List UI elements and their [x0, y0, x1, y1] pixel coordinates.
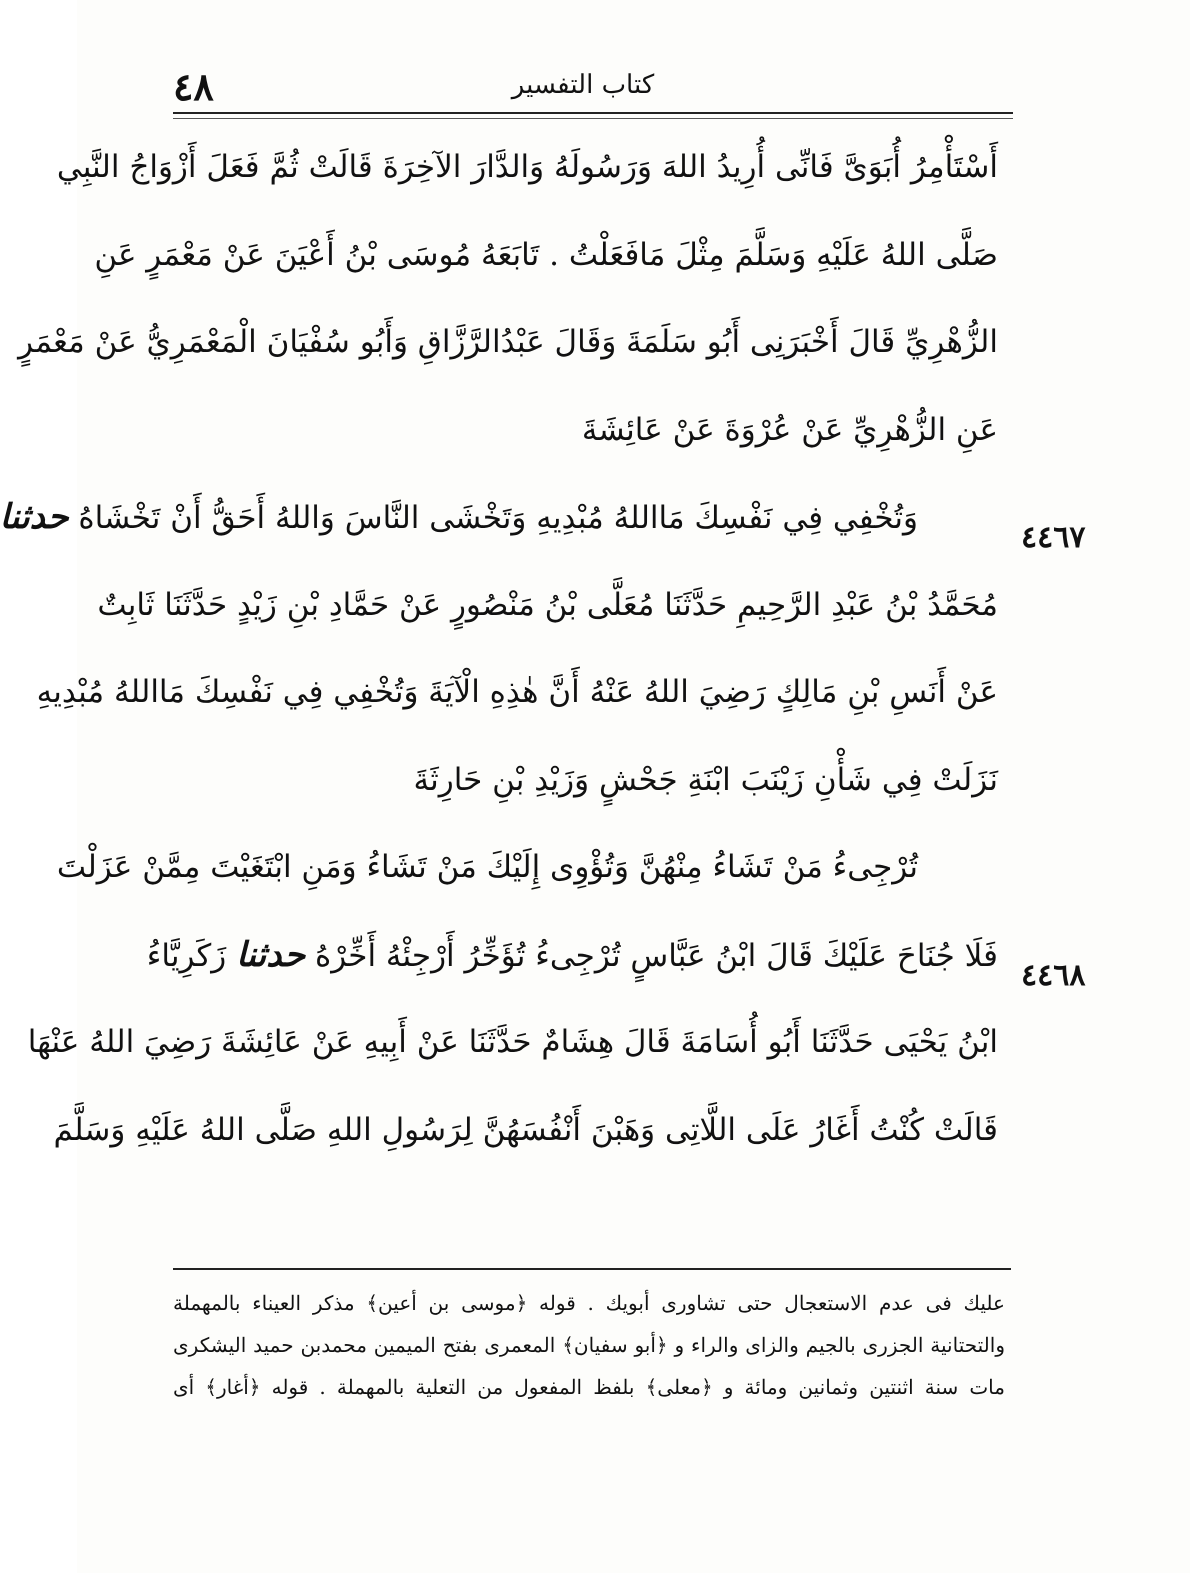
footnote-rule [173, 1268, 1011, 1270]
main-text [0, 124, 998, 1174]
text-line-5 [0, 474, 998, 562]
text-line-4: عَنِ الزُّهْرِيِّ عَنْ عُرْوَةَ عَنْ عَائِشَةَ [581, 411, 998, 448]
text-line-11: ابْنُ يَحْيَى حَدَّثَنَا أَبُو أُسَامَةَ قَالَ هِشَامٌ حَدَّثَنَا عَنْ أَبِيهِ عَنْ عَائِشَةَ رَضِيَ اللهُ عَنْهَا [27, 1024, 998, 1060]
text-line-7: عَنْ أَنَسِ بْنِ مَالِكٍ رَضِيَ اللهُ عَنْهُ أَنَّ هٰذِهِ الْآيَةَ وَتُخْفِي فِي نَفْسِكَ مَااللهُ مُبْدِيهِ [36, 674, 998, 710]
hadith-number-4467: ٤٤٦٧ [1021, 520, 1086, 555]
footnote-line-2: والتحتانية الجزرى بالجيم والزاى والراء و ﴿أبو سفيان﴾ المعمرى بفتح الميمين محمدبن حميد اليشكرى [173, 1333, 1005, 1357]
running-title: كتاب التفسير [511, 70, 655, 100]
haddathana-marker: حدثنا [236, 934, 306, 975]
text-line-2: صَلَّى اللهُ عَلَيْهِ وَسَلَّمَ مِثْلَ مَافَعَلْتُ . تَابَعَهُ مُوسَى بْنُ أَعْيَنَ عَنْ مَعْمَرٍ عَنِ [94, 236, 998, 273]
text-line-3: الزُّهْرِيِّ قَالَ أَخْبَرَنِى أَبُو سَلَمَةَ وَقَالَ عَبْدُالرَّزَّاقِ وَأَبُو سُفْيَانَ الْمَعْمَرِيُّ عَنْ مَعْمَرٍ [18, 324, 998, 360]
text-line-8: نَزَلَتْ فِي شَأْنِ زَيْنَبَ ابْنَةِ جَحْشٍ وَزَيْدِ بْنِ حَارِثَةَ [413, 761, 998, 798]
text-line-1: أَسْتَأْمِرُ أُبَوَىَّ فَانِّى أُرِيدُ اللهَ وَرَسُولَهُ وَالدَّارَ الآخِرَةَ قَالَتْ ثُمَّ فَعَلَ أَزْوَاجُ النَّبِي [56, 149, 998, 185]
footnote-line-3: مات سنة اثنتين وثمانين ومائة و ﴿معلى﴾ بلفظ المفعول من التعلية بالمهملة . قوله ﴿أغار﴾ أى [173, 1375, 1005, 1399]
footnote-line-1: عليك فى عدم الاستعجال حتى تشاورى أبويك . قوله ﴿موسى بن أعين﴾ مذكر العيناء بالمهملة [173, 1291, 1005, 1315]
verse-text: وَتُخْفِي فِي نَفْسِكَ مَااللهُ مُبْدِيهِ وَتَخْشَى النَّاسَ وَاللهُ أَحَقُّ أَنْ تَخْشَاهُ [78, 500, 918, 536]
text-line-9: تُرْجِىءُ مَنْ تَشَاءُ مِنْهُنَّ وَتُؤْوِى إِلَيْكَ مَنْ تَشَاءُ وَمَنِ ابْتَغَيْتَ مِمَّنْ عَزَلْتَ [56, 849, 918, 885]
page-number: ٤٨ [173, 64, 214, 109]
header-rule [173, 112, 1013, 114]
narrator-name: زَكَرِيَّاءُ [146, 937, 227, 974]
haddathana-marker: حدثنا [0, 497, 69, 537]
hadith-number-4468: ٤٤٦٨ [1021, 958, 1086, 993]
text-line-12: قَالَتْ كُنْتُ أَغَارُ عَلَى اللَّاتِى وَهَبْنَ أَنْفُسَهُنَّ لِرَسُولِ اللهِ صَلَّى اللهُ عَلَيْهِ وَسَلَّمَ [53, 1111, 998, 1148]
verse-text: فَلَا جُنَاحَ عَلَيْكَ قَالَ ابْنُ عَبَّاسٍ تُرْجِىءُ تُؤَخِّرُ أَرْجِئْهُ أَخِّرْهُ [314, 937, 998, 974]
header-rule-thin [173, 118, 1013, 119]
text-line-10 [146, 912, 998, 1000]
text-line-6: مُحَمَّدُ بْنُ عَبْدِ الرَّحِيمِ حَدَّثَنَا مُعَلَّى بْنُ مَنْصُورٍ عَنْ حَمَّادِ بْنِ زَيْدٍ حَدَّثَنَا ثَابِتٌ [97, 586, 998, 623]
page-header [173, 62, 993, 112]
footnotes [173, 1282, 1005, 1408]
